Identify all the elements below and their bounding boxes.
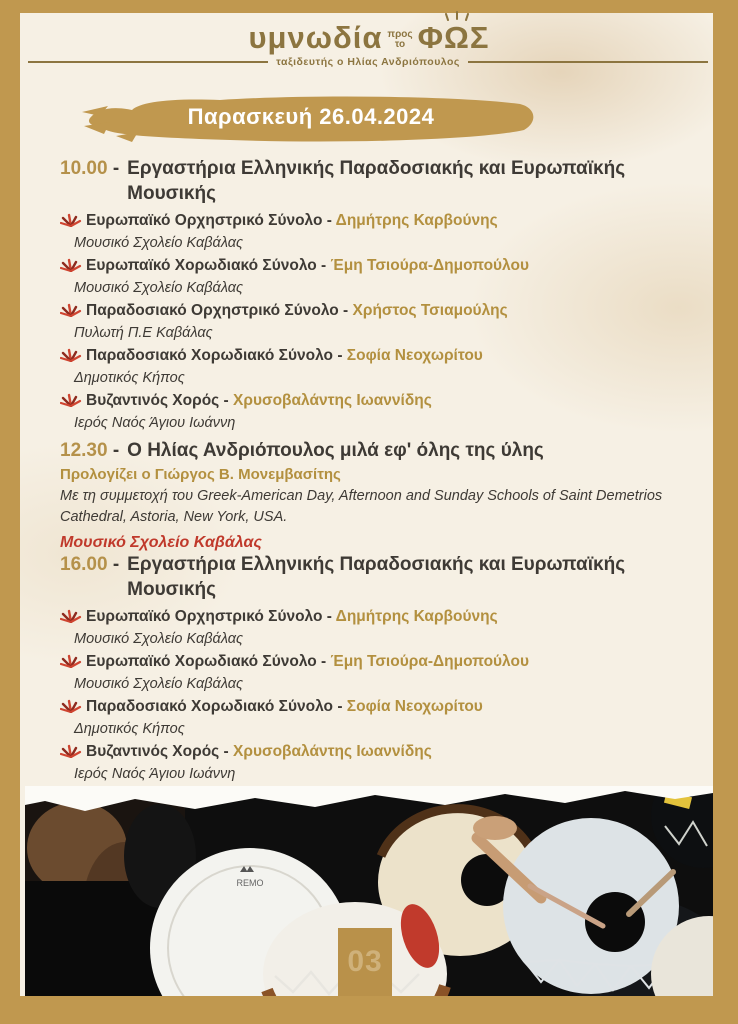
logo — [0, 20, 738, 56]
program-item — [60, 605, 702, 650]
program-item-line: Ευρωπαϊκό Ορχηστρικό Σύνολο - Δημήτρης Καρβούνης — [60, 209, 702, 233]
ensemble-name: Βυζαντινός Χορός — [86, 743, 220, 760]
ensemble-name: Βυζαντινός Χορός — [86, 392, 220, 409]
logo-title-end: ΦΩΣ — [418, 20, 490, 56]
venue-label: Δημοτικός Κήπος — [74, 370, 185, 386]
date-banner — [80, 92, 542, 144]
person-name: Δημήτρης Καρβούνης — [335, 212, 498, 229]
page-number-tab — [338, 928, 392, 996]
program-item-line: Βυζαντινός Χορός - Χρυσοβαλάντης Ιωαννίδης — [60, 389, 702, 413]
person-name: Σοφία Νεοχωρίτου — [346, 347, 483, 364]
sparkle-icon — [60, 211, 82, 227]
logo-title-small: προς το — [387, 28, 413, 50]
venue-label: Δημοτικός Κήπος — [74, 721, 185, 737]
section-items — [60, 209, 702, 434]
section-intro: Προλογίζει ο Γιώργος Β. Μονεμβασίτης — [60, 466, 341, 483]
sparkle-icon — [60, 391, 82, 407]
schedule-section — [60, 552, 702, 785]
ensemble-name: Ευρωπαϊκό Ορχηστρικό Σύνολο — [86, 212, 323, 229]
program-item-line: Ευρωπαϊκό Ορχηστρικό Σύνολο - Δημήτρης Καρβούνης — [60, 605, 702, 629]
sun-rays-icon — [444, 11, 470, 21]
banner-date: Παρασκευή 26.04.2024 — [187, 104, 435, 129]
program-item — [60, 389, 702, 434]
person-name: Σοφία Νεοχωρίτου — [346, 698, 483, 715]
program-item-line: Βυζαντινός Χορός - Χρυσοβαλάντης Ιωαννίδης — [60, 740, 702, 764]
person-name: Χρυσοβαλάντης Ιωαννίδης — [233, 743, 432, 760]
program-item — [60, 740, 702, 785]
drum-brand-label: REMO — [236, 878, 264, 888]
program-item-line: Παραδοσιακό Χορωδιακό Σύνολο - Σοφία Νεοχωρίτου — [60, 695, 702, 719]
program-item — [60, 695, 702, 740]
ensemble-name: Παραδοσιακό Ορχηστρικό Σύνολο — [86, 302, 339, 319]
program-item — [60, 209, 702, 254]
rule-left — [28, 61, 268, 63]
ensemble-name: Ευρωπαϊκό Ορχηστρικό Σύνολο — [86, 608, 323, 625]
sparkle-icon — [60, 301, 82, 317]
program-item — [60, 299, 702, 344]
program-item — [60, 254, 702, 299]
venue-label: Μουσικό Σχολείο Καβάλας — [74, 235, 244, 251]
venue-label: Μουσικό Σχολείο Καβάλας — [74, 631, 244, 647]
person-name: Έμη Τσιούρα-Δημοπούλου — [330, 257, 529, 274]
venue-label: Μουσικό Σχολείο Καβάλας — [74, 280, 244, 296]
section-heading — [60, 156, 702, 206]
schedule-section — [60, 438, 702, 558]
section-time: 16.00 - — [60, 554, 120, 575]
person-name: Δημήτρης Καρβούνης — [335, 608, 498, 625]
section-time: 12.30 - — [60, 440, 120, 461]
sparkle-icon — [60, 742, 82, 758]
section-heading — [60, 552, 702, 602]
sparkle-icon — [60, 697, 82, 713]
section-title: Εργαστήρια Ελληνικής Παραδοσιακής και Ευρωπαϊκής Μουσικής — [127, 554, 626, 600]
venue-label: Ιερός Ναός Άγιου Ιωάννη — [74, 766, 236, 782]
program-item-line: Ευρωπαϊκό Χορωδιακό Σύνολο - Έμη Τσιούρα-Δημοπούλου — [60, 254, 702, 278]
section-heading — [60, 438, 702, 463]
section-title: Εργαστήρια Ελληνικής Παραδοσιακής και Ευρωπαϊκής Μουσικής — [127, 158, 626, 204]
ensemble-name: Ευρωπαϊκό Χορωδιακό Σύνολο — [86, 653, 317, 670]
section-title: Ο Ηλίας Ανδριόπουλος μιλά εφ' όλης της ύλης — [127, 440, 544, 461]
person-name: Έμη Τσιούρα-Δημοπούλου — [330, 653, 529, 670]
ensemble-name: Παραδοσιακό Χορωδιακό Σύνολο — [86, 698, 333, 715]
schedule-section — [60, 156, 702, 434]
sparkle-icon — [60, 256, 82, 272]
section-items — [60, 605, 702, 785]
person-name: Χρήστος Τσιαμούλης — [352, 302, 508, 319]
program-item-line: Ευρωπαϊκό Χορωδιακό Σύνολο - Έμη Τσιούρα-Δημοπούλου — [60, 650, 702, 674]
rule-right — [468, 61, 708, 63]
sparkle-icon — [60, 607, 82, 623]
program-item-line: Παραδοσιακό Χορωδιακό Σύνολο - Σοφία Νεοχωρίτου — [60, 344, 702, 368]
venue-label: Πυλωτή Π.Ε Καβάλας — [74, 325, 213, 341]
section-time: 10.00 - — [60, 158, 120, 179]
page-number: 03 — [347, 945, 383, 978]
person-name: Χρυσοβαλάντης Ιωαννίδης — [233, 392, 432, 409]
sparkle-icon — [60, 346, 82, 362]
program-item — [60, 344, 702, 389]
program-item-line: Παραδοσιακό Ορχηστρικό Σύνολο - Χρήστος Τσιαμούλης — [60, 299, 702, 323]
ensemble-name: Ευρωπαϊκό Χορωδιακό Σύνολο — [86, 257, 317, 274]
logo-title-main: υμνωδία — [248, 20, 383, 55]
section-venue-highlight: Μουσικό Σχολείο Καβάλας — [60, 534, 262, 551]
venue-label: Ιερός Ναός Άγιου Ιωάννη — [74, 415, 236, 431]
logo-subtitle-row — [28, 56, 708, 68]
logo-subtitle: ταξιδευτής ο Ηλίας Ανδριόπουλος — [276, 56, 460, 68]
section-note: Με τη συμμετοχή του Greek-American Day, Afternoon and Sunday Schools of Saint Demetrios Cathedral, Astoria, New York, USA. — [60, 488, 663, 525]
ensemble-name: Παραδοσιακό Χορωδιακό Σύνολο — [86, 347, 333, 364]
sparkle-icon — [60, 652, 82, 668]
program-item — [60, 650, 702, 695]
venue-label: Μουσικό Σχολείο Καβάλας — [74, 676, 244, 692]
